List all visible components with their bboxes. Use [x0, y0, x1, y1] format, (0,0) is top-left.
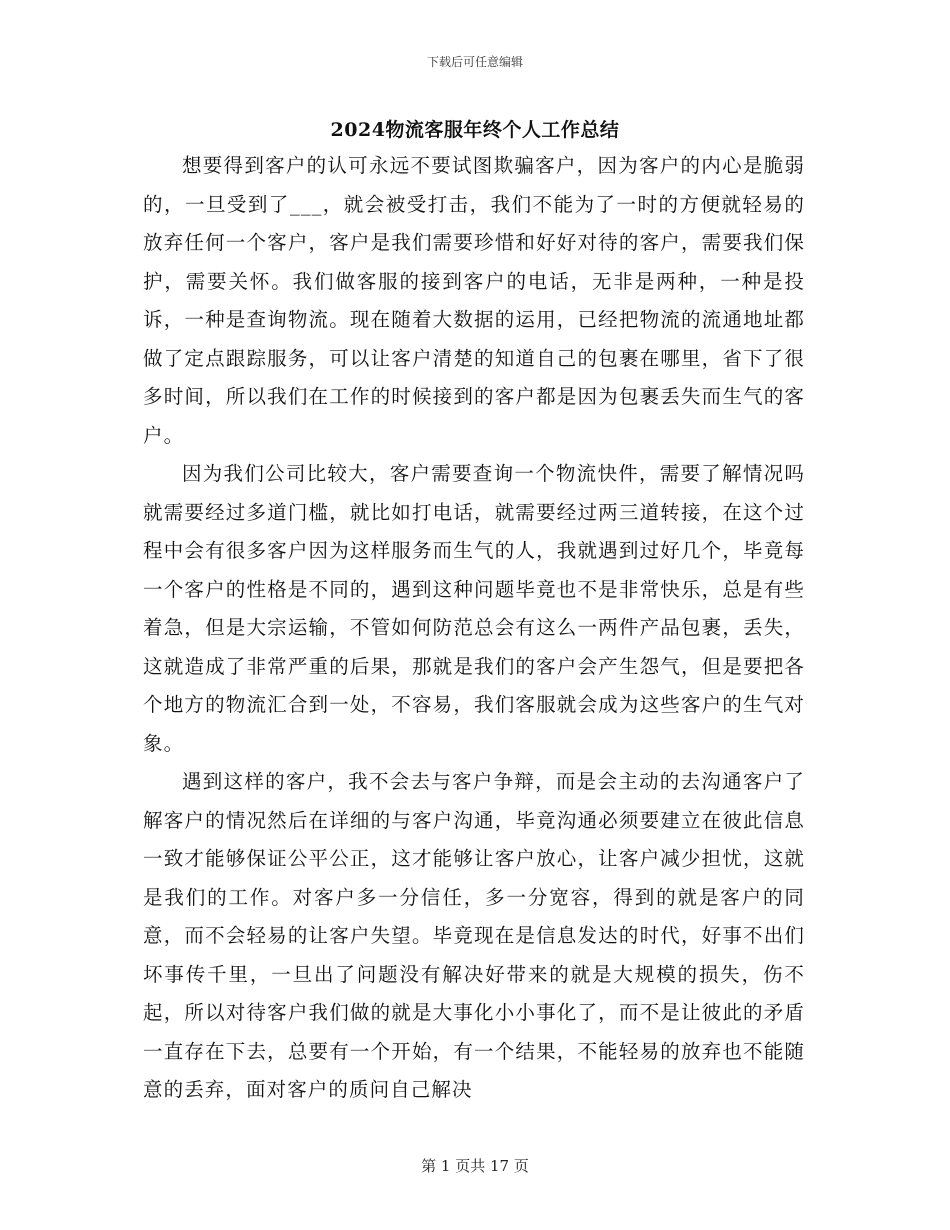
- page-number: 第 1 页共 17 页: [421, 1157, 529, 1175]
- document-body: [143, 147, 805, 1110]
- document-title: 2024物流客服年终个人工作总结: [330, 119, 620, 141]
- header-note: 下载后可任意编辑: [426, 55, 523, 69]
- paragraph-2: 因为我们公司比较大，客户需要查询一个物流快件，需要了解情况吗就需要经过多道门槛，就比如打电话，就需要经过两三道转接，在这个过程中会有很多客户因为这样服务而生气的人，我就遇到过好几个，毕竟每一个客户的性格是不同的，遇到这种问题毕竟也不是非常快乐，总是有些着急，但是大宗运输，不管如何防范总会有这么一两件产品包裹，丢失，这就造成了非常严重的后果，那就是我们的客户会产生怨气，但是要把各个地方的物流汇合到一处，不容易，我们客服就会成为这些客户的生气对象。: [143, 462, 805, 755]
- paragraph-3: 遇到这样的客户，我不会去与客户争辩，而是会主动的去沟通客户了解客户的情况然后在详细的与客户沟通，毕竟沟通必须要建立在彼此信息一致才能够保证公平公正，这才能够让客户放心，让客户减少担忧，这就是我们的工作。对客户多一分信任，多一分宽容，得到的就是客户的同意，而不会轻易的让客户失望。毕竟现在是信息发达的时代，好事不出们坏事传千里，一旦出了问题没有解决好带来的就是大规模的损失，伤不起，所以对待客户我们做的就是大事化小小事化了，而不是让彼此的矛盾一直存在下去，总要有一个开始，有一个结果，不能轻易的放弃也不能随意的丢弃，面对客户的质问自己解决: [143, 770, 805, 1101]
- paragraph-1: 想要得到客户的认可永远不要试图欺骗客户，因为客户的内心是脆弱的，一旦受到了___，就会被受打击，我们不能为了一时的方便就轻易的放弃任何一个客户，客户是我们需要珍惜和好好对待的客户，需要我们保护，需要关怀。我们做客服的接到客户的电话，无非是两种，一种是投诉，一种是查询物流。现在随着大数据的运用，已经把物流的流通地址都做了定点跟踪服务，可以让客户清楚的知道自己的包裹在哪里，省下了很多时间，所以我们在工作的时候接到的客户都是因为包裹丢失而生气的客户。: [143, 154, 805, 447]
